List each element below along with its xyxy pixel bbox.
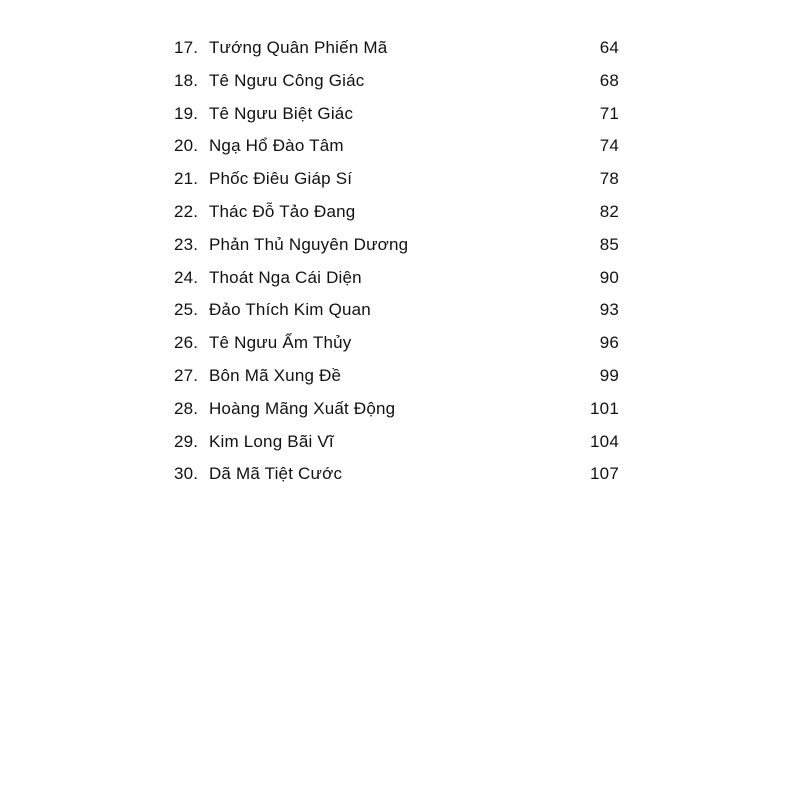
toc-entry — [174, 330, 619, 363]
toc-entry-page: 71 — [599, 103, 619, 123]
toc-entry-title: Tướng Quân Phiến Mã — [208, 38, 388, 57]
toc-entry-number: 30. — [174, 464, 199, 484]
toc-entry-title: Hoàng Mãng Xuất Động — [208, 398, 396, 418]
toc-entry — [174, 199, 619, 232]
toc-entry-number: 19. — [174, 103, 199, 123]
toc-entry-page: 74 — [599, 136, 619, 156]
toc-entry-number: 22. — [174, 201, 199, 221]
toc-entry-page: 78 — [599, 169, 619, 189]
toc-entry-page: 82 — [599, 201, 619, 221]
toc-entry — [174, 133, 619, 166]
toc-entry — [174, 68, 619, 101]
toc-entry-title: Tê Ngưu Ẩm Thủy — [208, 333, 352, 353]
toc-entry-page: 107 — [590, 464, 619, 484]
toc-entry-number: 21. — [174, 169, 199, 189]
toc-entry-page: 104 — [590, 431, 619, 451]
toc-entry-title: Bôn Mã Xung Đề — [208, 365, 342, 385]
toc-entry-title: Tê Ngưu Công Giác — [208, 70, 365, 90]
toc-entry-title: Thoát Nga Cái Diện — [208, 267, 362, 287]
toc-entry-number: 17. — [174, 38, 199, 57]
toc-entry — [174, 363, 619, 396]
toc-entry-page: 64 — [599, 38, 619, 57]
toc-entry-page: 90 — [599, 267, 619, 287]
toc-entry-number: 27. — [174, 365, 199, 385]
toc-entry-number: 18. — [174, 70, 199, 90]
toc-entry-title: Ngạ Hổ Đào Tâm — [208, 136, 344, 156]
toc-entry — [174, 429, 619, 462]
toc-entry-page: 96 — [599, 333, 619, 353]
toc-entry-page: 99 — [599, 365, 619, 385]
toc-entry-number: 23. — [174, 234, 199, 254]
toc-entry-title: Đảo Thích Kim Quan — [208, 300, 371, 320]
toc-entry-number: 28. — [174, 398, 199, 418]
toc-entry-page: 85 — [599, 234, 619, 254]
toc-entry-title: Thác Đỗ Tảo Đang — [208, 201, 356, 221]
toc-entry — [174, 35, 619, 68]
toc-entry-page: 68 — [599, 70, 619, 90]
toc-entry-number: 25. — [174, 300, 199, 320]
toc-entry-title: Phốc Điêu Giáp Sí — [208, 169, 353, 189]
toc-entry-title: Tê Ngưu Biệt Giác — [208, 103, 354, 123]
toc-entry-page: 101 — [590, 398, 619, 418]
toc-entry — [174, 166, 619, 199]
toc-entry-title: Dã Mã Tiệt Cước — [208, 464, 343, 484]
toc-entry-number: 29. — [174, 431, 199, 451]
toc-entry — [174, 265, 619, 298]
toc-entry-page: 93 — [599, 300, 619, 320]
toc-entry — [174, 396, 619, 429]
toc-entry — [174, 297, 619, 330]
toc-entry-title: Kim Long Bãi Vĩ — [208, 431, 334, 451]
toc-entry — [174, 232, 619, 265]
toc-entry — [174, 461, 619, 494]
toc-entry-title: Phản Thủ Nguyên Dương — [208, 234, 409, 254]
table-of-contents — [174, 35, 619, 494]
toc-entry-number: 24. — [174, 267, 199, 287]
toc-entry-number: 20. — [174, 136, 199, 156]
toc-entry — [174, 101, 619, 134]
toc-entry-number: 26. — [174, 333, 199, 353]
